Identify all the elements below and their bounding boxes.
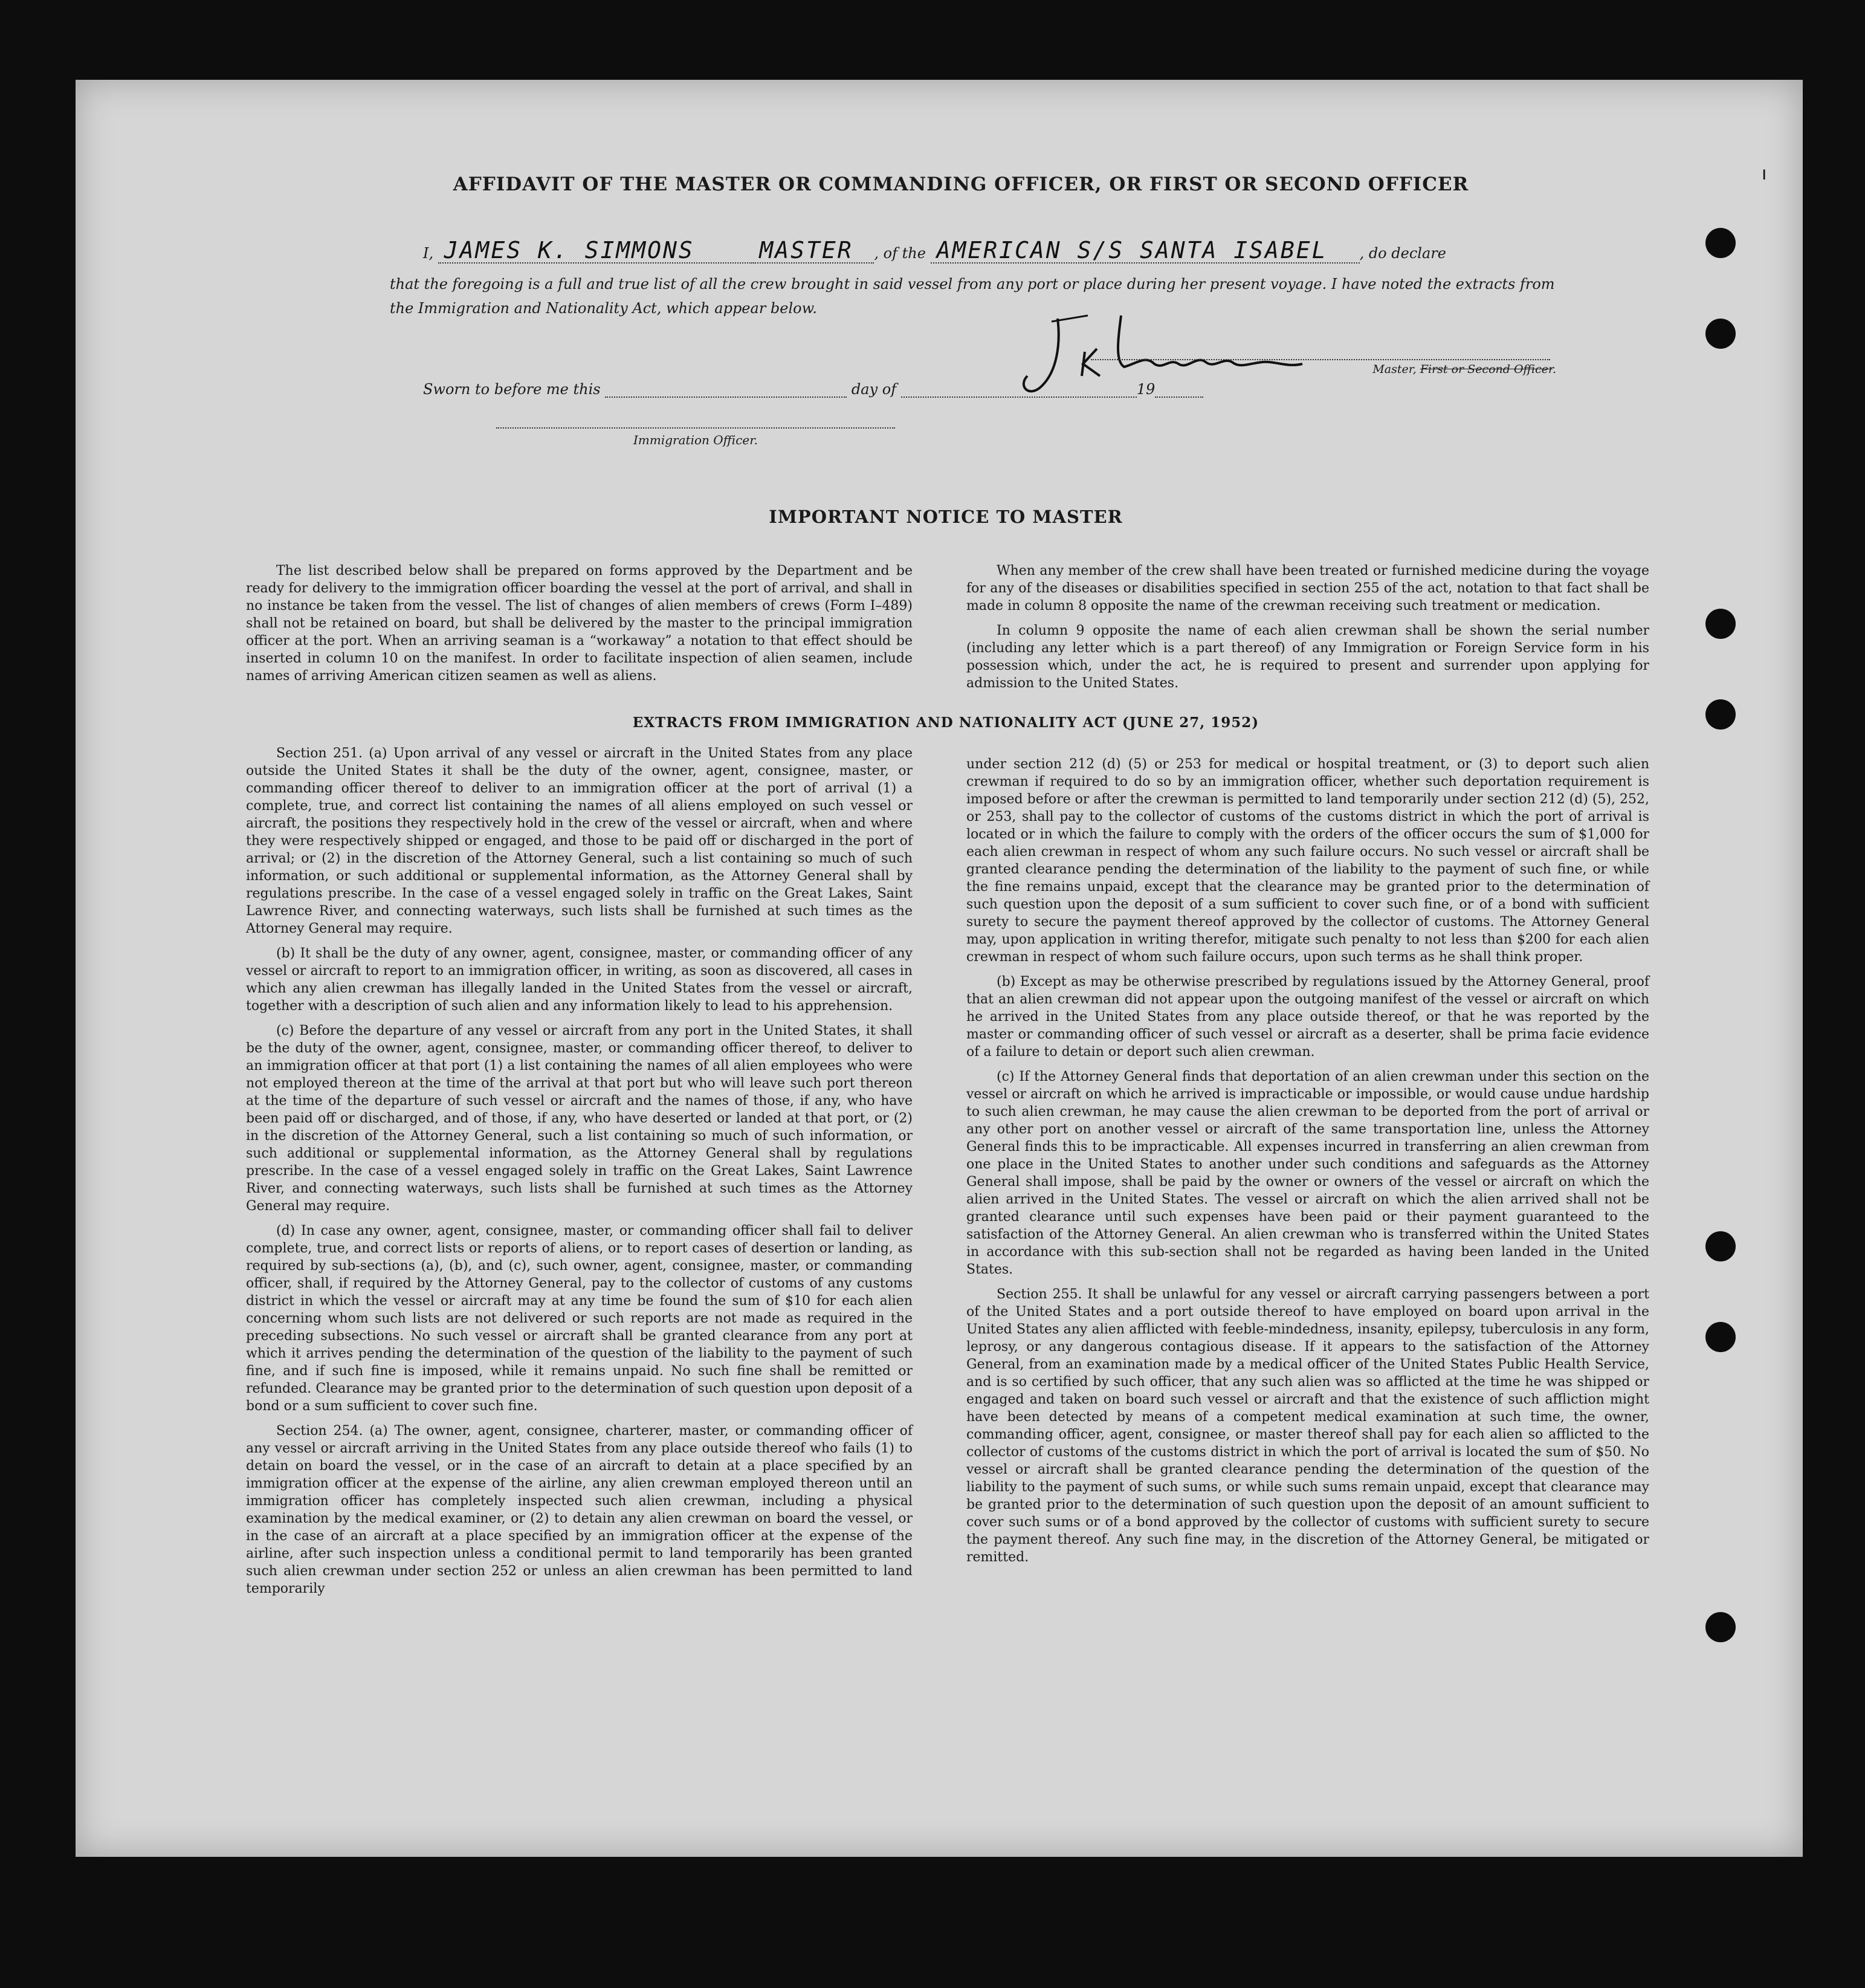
caption-end: . [1552, 363, 1556, 376]
section-251-a: Section 251. (a) Upon arrival of any vessel or aircraft in the United States from any place outside the United States it shall be the duty of the owner, agent, consignee, master, or commanding officer thereof to deliver to an immigration officer at the port of arrival (1) a complete, true, and correct list containing the names of all aliens employed on such vessel or aircraft, the positions they respectively hold in the crew of the vessel or aircraft, when and where they were respectively shipped or engaged, and those to be paid off or discharged in the port of arrival; or (2) in the discretion of the Attorney General, such a list containing so much of such information, or such additional or supplemental information, as the Attorney General shall by regulations prescribe. In the case of a vessel engaged solely in traffic on the Great Lakes, Saint Lawrence River, and connecting waterways, such lists shall be furnished at such times as the Attorney General may require. [246, 746, 913, 936]
section-254-a: Section 254. (a) The owner, agent, consignee, charterer, master, or commanding officer of any vessel or aircraft arriving in the United States from any place outside thereof who fails (1) to detain on board the vessel, or in the case of an aircraft to detain at a place specified by an immigration officer at the expense of the airline, any alien crewman employed thereon until an immigration officer has completely inspected such alien crewman, including a physical examination by the medical examiner, or (2) to detain any alien crewman on board the vessel, or in the case of an aircraft at a place specified by an immigration officer at the expense of the airline, after such inspection unless a conditional permit to land temporarily has been granted such alien crewman under section 252 or unless an alien crewman has been permitted to land temporarily [246, 1423, 913, 1596]
signature-caption [1254, 363, 1556, 376]
caption-master: Master, [1372, 363, 1420, 376]
immigration-officer-line [496, 427, 895, 429]
section-251-b: (b) It shall be the duty of any owner, agent, consignee, master, or commanding officer of any vessel or aircraft to report to an immigration officer, in writing, as soon as discovered, all cases in which any alien crewman has illegally landed in the United States from the vessel or aircraft, together with a description of such alien and any information likely to lead to his apprehension. [246, 946, 913, 1014]
binder-hole [1705, 1231, 1736, 1261]
caption-struck: First or Second Officer [1420, 363, 1553, 376]
sworn-year-field [1155, 383, 1203, 398]
affidavit-title: AFFIDAVIT OF THE MASTER OR COMMANDING OFFICER, OR FIRST OR SECOND OFFICER [453, 173, 1469, 195]
declaration-statement: that the foregoing is a full and true list of all the crew brought in said vessel from any port or place during her present voyage. I have noted the extracts from the Immigration and Nationality Act, which appear below. [390, 276, 1555, 317]
immigration-officer-caption: Immigration Officer. [633, 433, 758, 447]
sworn-month-field [901, 383, 1137, 398]
binder-hole [1705, 228, 1736, 258]
corner-mark: ı [1762, 163, 1767, 184]
document-page [76, 80, 1803, 1857]
notice-left-column [246, 562, 913, 692]
sworn-line [423, 381, 1269, 398]
signature-line [1091, 359, 1550, 360]
year-prefix: 19 [1136, 381, 1156, 398]
section-251-c: (c) Before the departure of any vessel or aircraft from any port in the United States, it shall be the duty of the owner, agent, consignee, master, or commanding officer thereof, to deliver to an immigration officer at that port (1) a list containing the names of all alien employees who were not employed thereon at the time of the arrival at that port but who will leave such port thereon at the time of the departure of such vessel or aircraft and the names of those, if any, who have been paid off or discharged, and of those, if any, who have deserted or landed at that port, or (2) in the discretion of the Attorney General, such a list containing so much of such information, or such additional or supplemental information, as the Attorney General shall by regulations prescribe. In the case of a vessel engaged solely in traffic on the Great Lakes, Saint Lawrence River, and connecting waterways, such lists shall be furnished at such times as the Attorney General may require. [246, 1023, 913, 1214]
declaration-line [423, 238, 1571, 264]
binder-hole [1705, 319, 1736, 349]
rank-field: MASTER [753, 238, 874, 264]
binder-hole [1705, 609, 1736, 639]
binder-hole [1705, 1322, 1736, 1352]
notice-left-paragraph: The list described below shall be prepared on forms approved by the Department and be ready for delivery to the immigration officer boarding the vessel at the port of arrival, and shall in no instance be taken from the vessel. The list of changes of alien members of crews (Form I–489) shall not be retained on board, but shall be delivered by the master to the principal immigration officer at the port. When an arriving seaman is a “workaway” a notation to that effect should be inserted in column 10 on the manifest. In order to facilitate inspection of alien seamen, include names of arriving American citizen seamen as well as aliens. [246, 563, 913, 684]
sworn-label: Sworn to before me this [423, 381, 601, 398]
do-declare-label: , do declare [1359, 245, 1446, 262]
master-name-field: JAMES K. SIMMONS [438, 238, 752, 264]
of-the-label: , of the [874, 245, 926, 262]
section-255: Section 255. It shall be unlawful for any vessel or aircraft carrying passengers between a port of the United States and a port outside thereof to have employed on board upon arrival in the United States any alien afflicted with feeble-mindedness, insanity, epilepsy, tuberculosis in any form, leprosy, or any dangerous contagious disease. If it appears to the satisfaction of the Attorney General, from an examination made by a medical officer of the United States Public Health Service, and is so certified by such officer, that any such alien was so afflicted at the time he was shipped or engaged and taken on board such vessel or aircraft and that the existence of such affliction might have been detected by means of a competent medical examination at such time, the owner, commanding officer, agent, consignee, or master thereof shall pay for each alien so afflicted to the collector of customs of the customs district in which the port of arrival is located the sum of $50. No vessel or aircraft shall be granted clearance pending the determination of the question of the liability to the payment of such sums, or while such sums remain unpaid, except that clearance may be granted prior to the determination of such question upon the deposit of an amount sufficient to cover such sums or of a bond approved by the collector of customs with sufficient surety to secure the payment thereof. Any such fine may, in the discretion of the Attorney General, be mitigated or remitted. [966, 1287, 1649, 1565]
section-251-d: (d) In case any owner, agent, consignee, master, or commanding officer shall fail to deliver complete, true, and correct lists or reports of aliens, or to report cases of desertion or landing, as required by sub-sections (a), (b), and (c), such owner, agent, consignee, master, or commanding officer, shall, if required by the Attorney General, pay to the collector of customs of any customs district in which the vessel or aircraft may at any time be found the sum of $10 for each alien concerning whom such lists are not delivered or such reports are not made as required in the preceding subsections. No such vessel or aircraft shall be granted clearance from any port at which it arrives pending the determination of the question of the liability to the payment of such fine, and if such fine is imposed, while it remains unpaid. No such fine shall be remitted or refunded. Clearance may be granted prior to the determination of such question upon deposit of a bond or a sum sufficient to cover such fine. [246, 1223, 913, 1414]
notice-right-paragraph-2: In column 9 opposite the name of each alien crewman shall be shown the serial number (including any letter which is a part thereof) of any Immigration or Foreign Service form in his possession which, under the act, he is required to present and surrender upon applying for admission to the United States. [966, 623, 1649, 691]
notice-right-column [966, 562, 1649, 699]
day-of-label: day of [851, 381, 897, 398]
extracts-left-column [246, 745, 913, 1605]
extracts-right-column [966, 756, 1649, 1573]
extracts-title: EXTRACTS FROM IMMIGRATION AND NATIONALITY ACT (JUNE 27, 1952) [632, 714, 1259, 731]
prefix-i: I, [423, 245, 434, 262]
binder-hole [1705, 1612, 1736, 1642]
sworn-day-field [605, 383, 847, 398]
binder-hole [1705, 699, 1736, 730]
section-254-a-continued: under section 212 (d) (5) or 253 for medical or hospital treatment, or (3) to deport such alien crewman if required to do so by an immigration officer, whether such deportation requirement is imposed before or after the crewman is permitted to land temporarily under section 212 (d) (5), 252, or 253, shall pay to the collector of customs of the customs district in which the port of arrival is located or in which the failure to comply with the orders of the officer occurs the sum of $1,000 for each alien crewman in respect of whom any such failure occurs. No such vessel or aircraft shall be granted clearance pending the determination of the liability to the payment of such fine, or while the fine remains unpaid, except that the clearance may be granted prior to the determination of such question upon the deposit of a sum sufficient to cover such fine, or of a bond with sufficient surety to secure the payment thereof approved by the collector of customs. The Attorney General may, upon application in writing therefor, mitigate such penalty to not less than $200 for each alien crewman in respect of whom such failure occurs, upon such terms as he shall think proper. [966, 757, 1649, 965]
vessel-field: AMERICAN S/S SANTA ISABEL [931, 238, 1360, 264]
section-254-c: (c) If the Attorney General finds that deportation of an alien crewman under this section on the vessel or aircraft on which he arrived is impracticable or impossible, or would cause undue hardship to such alien crewman, he may cause the alien crewman to be deported from the port of arrival or any other port on another vessel or aircraft of the same transportation line, unless the Attorney General finds this to be impracticable. All expenses incurred in transferring an alien crewman from one place in the United States to another under such conditions and safeguards as the Attorney General shall impose, shall be paid by the owner or owners of the vessel or aircraft on which the alien arrived in the United States. The vessel or aircraft on which the alien arrived shall not be granted clearance until such expenses have been paid or their payment guaranteed to the satisfaction of the Attorney General. An alien crewman who is transferred within the United States in accordance with this sub-section shall not be regarded as having been landed in the United States. [966, 1069, 1649, 1277]
notice-right-paragraph-1: When any member of the crew shall have been treated or furnished medicine during the voyage for any of the diseases or disabilities specified in section 255 of the act, notation to that fact shall be made in column 8 opposite the name of the crewman receiving such treatment or medication. [966, 563, 1649, 614]
notice-title: IMPORTANT NOTICE TO MASTER [769, 507, 1123, 527]
section-254-b: (b) Except as may be otherwise prescribed by regulations issued by the Attorney General, proof that an alien crewman did not appear upon the outgoing manifest of the vessel or aircraft on which he arrived in the United States from any place outside thereof, or that he was reported by the master or commanding officer of such vessel or aircraft as a deserter, shall be prima facie evidence of a failure to detain or deport such alien crewman. [966, 974, 1649, 1060]
